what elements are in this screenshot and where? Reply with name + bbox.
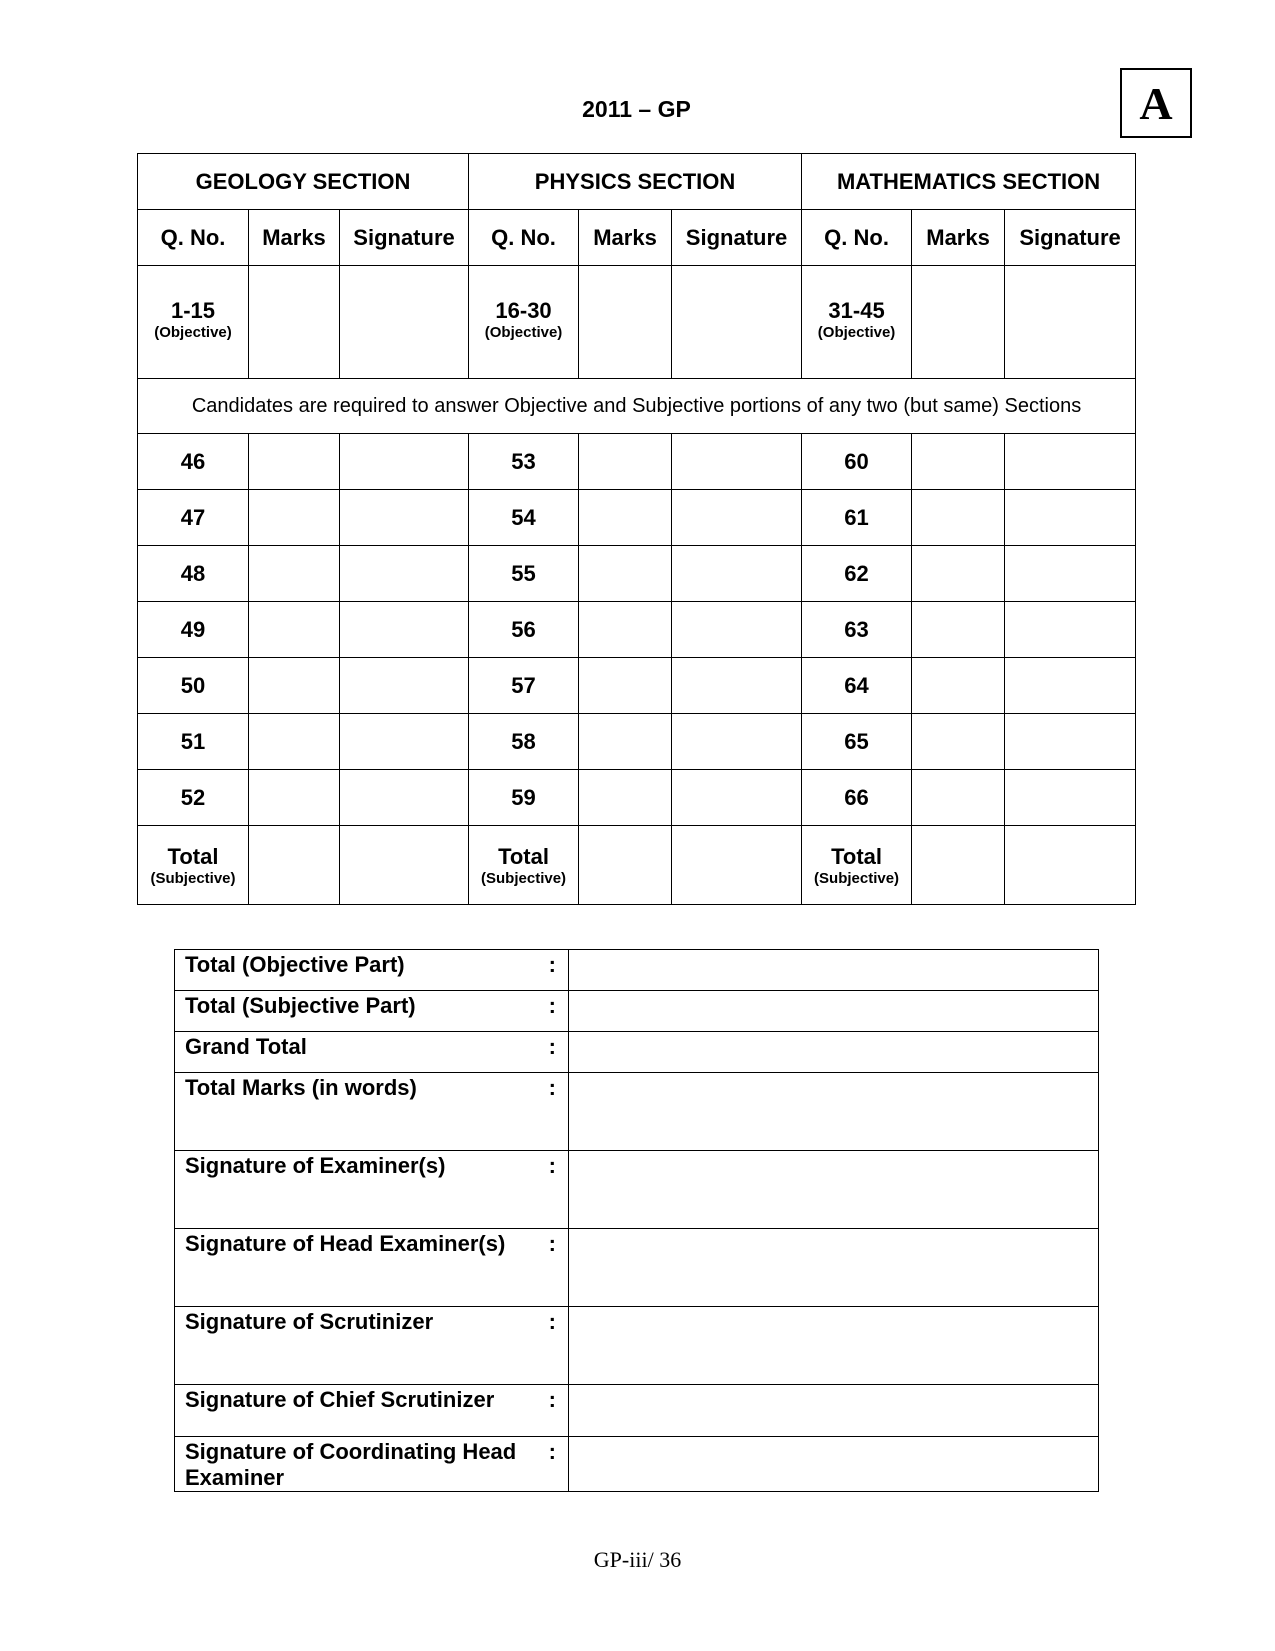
objective-label: (Objective) [817,323,896,341]
summary-label: Signature of Head Examiner(s) [185,1231,506,1256]
summary-row [175,1307,1099,1385]
page-footer: GP-iii/ 36 [593,1547,682,1572]
marks-cell[interactable] [912,434,1005,490]
marks-cell[interactable] [249,434,340,490]
question-number: 47 [138,490,249,546]
summary-label: Signature of Scrutinizer [185,1309,434,1334]
objective-qno-cell [802,266,912,379]
summary-row [175,991,1099,1032]
signature-cell[interactable] [340,826,469,905]
table-row [138,602,1136,658]
col-qno: Q. No. [802,210,912,266]
col-signature: Signature [672,210,802,266]
summary-row [175,1229,1099,1307]
marks-cell[interactable] [249,490,340,546]
marks-cell[interactable] [912,546,1005,602]
marks-cell[interactable] [579,826,672,905]
summary-label: Total (Subjective Part) [185,993,416,1018]
marks-cell[interactable] [579,266,672,379]
summary-label-cell [175,1307,569,1385]
summary-row [175,1437,1099,1492]
subjective-label: (Subjective) [814,869,900,887]
table-row [138,434,1136,490]
summary-value-cell[interactable] [569,1229,1099,1307]
marks-cell[interactable] [249,658,340,714]
question-number: 66 [802,770,912,826]
total-subjective-cell [469,826,579,905]
marks-cell[interactable] [249,770,340,826]
signature-cell[interactable] [672,714,802,770]
section-header-mathematics: MATHEMATICS SECTION [802,154,1136,210]
summary-value-cell[interactable] [569,991,1099,1032]
section-header-physics: PHYSICS SECTION [469,154,802,210]
objective-range: 31-45 [828,297,885,323]
col-marks: Marks [249,210,340,266]
objective-label: (Objective) [154,323,232,341]
summary-label: Grand Total [185,1034,307,1059]
summary-table [174,949,1099,1492]
summary-label-cell [175,1151,569,1229]
question-number: 61 [802,490,912,546]
signature-cell[interactable] [672,826,802,905]
question-number: 51 [138,714,249,770]
signature-cell[interactable] [672,770,802,826]
question-number: 57 [469,658,579,714]
summary-colon: : [548,993,556,1018]
total-label: Total [831,843,882,869]
summary-value-cell[interactable] [569,1437,1099,1492]
summary-row [175,1032,1099,1073]
summary-colon: : [548,1034,556,1059]
summary-colon: : [548,1387,556,1412]
subjective-label: (Subjective) [150,869,236,887]
col-signature: Signature [1005,210,1136,266]
objective-qno-cell [469,266,579,379]
question-number: 65 [802,714,912,770]
summary-label: Total (Objective Part) [185,952,405,977]
summary-label: Total Marks (in words) [185,1075,417,1100]
question-number: 59 [469,770,579,826]
question-number: 58 [469,714,579,770]
objective-range: 16-30 [495,297,552,323]
question-number: 50 [138,658,249,714]
summary-label-cell [175,1073,569,1151]
summary-label: Signature of Chief Scrutinizer [185,1387,495,1412]
table-row [138,490,1136,546]
signature-cell[interactable] [340,602,469,658]
instruction-note: Candidates are required to answer Objective and Subjective portions of any two (but same) Sections [138,379,1136,434]
table-row [138,714,1136,770]
summary-label-cell [175,1385,569,1437]
total-label: Total [498,843,549,869]
summary-row [175,1073,1099,1151]
marks-cell[interactable] [579,602,672,658]
total-label: Total [167,843,219,869]
section-header-geology: GEOLOGY SECTION [138,154,469,210]
marks-cell[interactable] [249,266,340,379]
marks-cell[interactable] [579,546,672,602]
signature-cell[interactable] [672,434,802,490]
marks-cell[interactable] [249,546,340,602]
question-number: 53 [469,434,579,490]
subjective-label: (Subjective) [481,869,567,887]
signature-cell[interactable] [672,658,802,714]
signature-cell[interactable] [340,490,469,546]
summary-label: Signature of Coordinating Head Examiner [185,1439,517,1490]
signature-cell[interactable] [1005,490,1136,546]
summary-row [175,950,1099,991]
marks-cell[interactable] [249,826,340,905]
signature-cell[interactable] [340,770,469,826]
summary-row [175,1151,1099,1229]
summary-colon: : [548,1075,556,1100]
question-number: 49 [138,602,249,658]
subjective-rows [138,434,1136,826]
question-number: 56 [469,602,579,658]
marks-cell[interactable] [579,434,672,490]
marks-cell[interactable] [579,714,672,770]
marks-cell[interactable] [579,770,672,826]
table-row [138,658,1136,714]
marks-cell[interactable] [249,602,340,658]
summary-value-cell[interactable] [569,1073,1099,1151]
summary-label-cell [175,1032,569,1073]
summary-label-cell [175,1437,569,1492]
question-number: 55 [469,546,579,602]
signature-cell[interactable] [1005,658,1136,714]
summary-colon: : [548,1309,556,1334]
summary-colon: : [548,1153,556,1178]
signature-cell[interactable] [340,434,469,490]
summary-label: Signature of Examiner(s) [185,1153,446,1178]
signature-cell[interactable] [340,266,469,379]
signature-cell[interactable] [340,546,469,602]
signature-cell[interactable] [672,546,802,602]
signature-cell[interactable] [1005,770,1136,826]
summary-colon: : [548,1231,556,1256]
summary-colon: : [548,1439,556,1464]
question-number: 62 [802,546,912,602]
col-qno: Q. No. [138,210,249,266]
marks-cell[interactable] [912,770,1005,826]
signature-cell[interactable] [1005,434,1136,490]
signature-cell[interactable] [1005,602,1136,658]
table-row [138,770,1136,826]
objective-qno-cell [138,266,249,379]
col-marks: Marks [579,210,672,266]
question-number: 52 [138,770,249,826]
marks-cell[interactable] [912,714,1005,770]
summary-label-cell [175,1229,569,1307]
question-number: 54 [469,490,579,546]
objective-range: 1-15 [170,297,216,323]
marks-cell[interactable] [912,658,1005,714]
signature-cell[interactable] [672,602,802,658]
series-box: A [1120,68,1192,138]
objective-label: (Objective) [484,323,563,341]
table-row [138,546,1136,602]
signature-cell[interactable] [672,490,802,546]
signature-cell[interactable] [340,658,469,714]
summary-value-cell[interactable] [569,1307,1099,1385]
marks-cell[interactable] [912,490,1005,546]
marks-cell[interactable] [912,826,1005,905]
signature-cell[interactable] [1005,546,1136,602]
col-qno: Q. No. [469,210,579,266]
signature-cell[interactable] [340,714,469,770]
question-number: 60 [802,434,912,490]
summary-row [175,1385,1099,1437]
marks-cell[interactable] [249,714,340,770]
marks-cell[interactable] [579,658,672,714]
marks-cell[interactable] [912,266,1005,379]
summary-value-cell[interactable] [569,1385,1099,1437]
signature-cell[interactable] [672,266,802,379]
signature-cell[interactable] [1005,714,1136,770]
question-number: 63 [802,602,912,658]
summary-label-cell [175,991,569,1032]
question-number: 64 [802,658,912,714]
signature-cell[interactable] [1005,826,1136,905]
total-subjective-cell [802,826,912,905]
marks-cell[interactable] [579,490,672,546]
col-marks: Marks [912,210,1005,266]
summary-colon: : [548,952,556,977]
page-title: 2011 – GP [582,96,691,122]
summary-value-cell[interactable] [569,1032,1099,1073]
signature-cell[interactable] [1005,266,1136,379]
total-subjective-cell [138,826,249,905]
summary-value-cell[interactable] [569,950,1099,991]
marks-table [137,153,1136,905]
marks-cell[interactable] [912,602,1005,658]
col-signature: Signature [340,210,469,266]
question-number: 48 [138,546,249,602]
summary-label-cell [175,950,569,991]
question-number: 46 [138,434,249,490]
summary-value-cell[interactable] [569,1151,1099,1229]
